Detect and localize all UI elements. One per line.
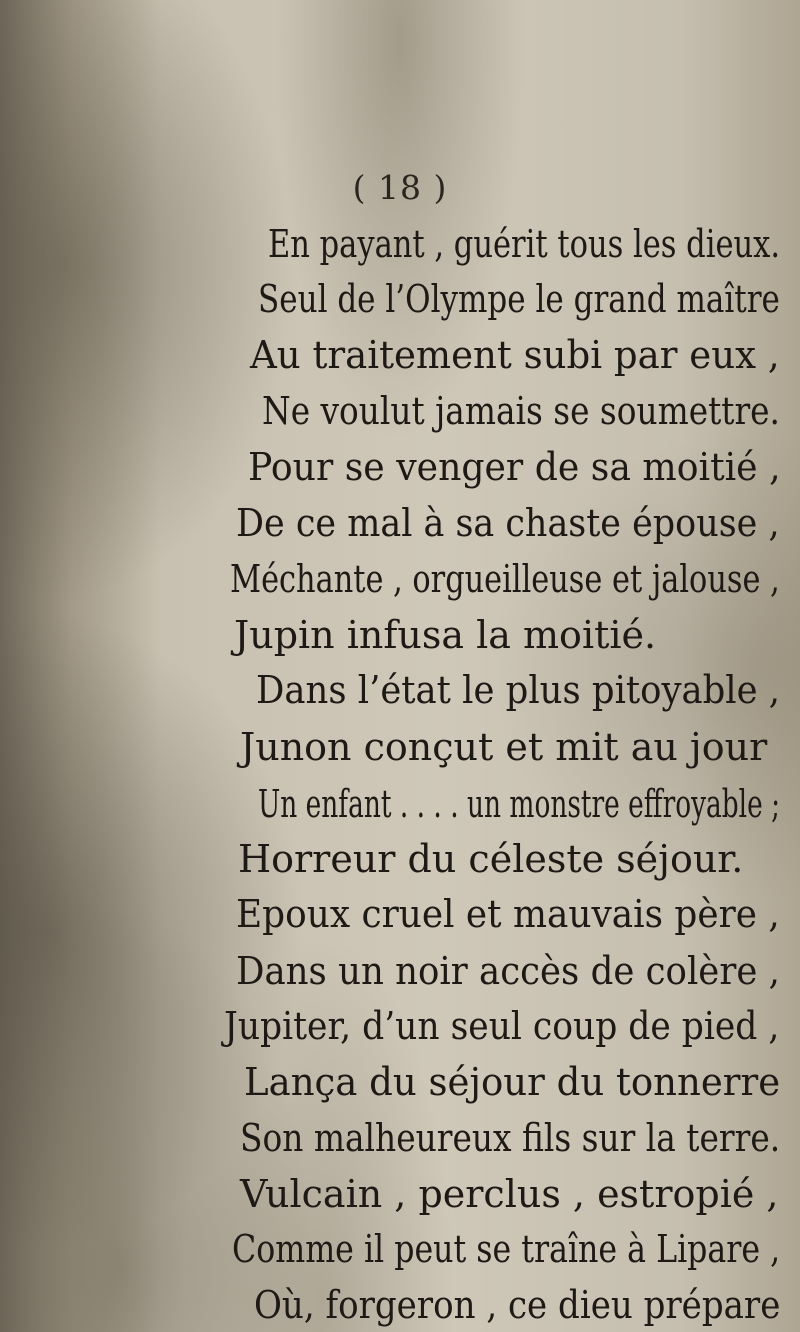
verse-line: Dans un noir accès de colère ,	[236, 949, 780, 993]
verse-line: Où, forgeron , ce dieu prépare	[254, 1283, 781, 1327]
verse-line: Dans l’état le plus pitoyable ,	[256, 668, 781, 712]
verse-line: Pour se venger de sa moitié ,	[248, 445, 781, 489]
verse-line: Lança du séjour du tonnerre	[244, 1060, 781, 1104]
verse-line: Au traitement subi par eux ,	[250, 333, 780, 377]
verse-line: Seul de l’Olympe le grand maître	[258, 277, 780, 321]
verse-line: Comme il peut se traîne à Lipare ,	[232, 1227, 781, 1271]
verse-line: Epoux cruel et mauvais père ,	[236, 892, 780, 936]
verse-line: Jupin infusa la moitié.	[234, 613, 657, 657]
page-number: ( 18 )	[352, 168, 448, 207]
verse-line: Son malheureux fils sur la terre.	[240, 1116, 781, 1160]
verse-line: En payant , guérit tous les dieux.	[268, 222, 781, 266]
verse-line: Un enfant . . . . un monstre effroyable ;	[258, 782, 781, 826]
verse-line: Vulcain , perclus , estropié ,	[240, 1172, 779, 1216]
verse-line: Méchante , orgueilleuse et jalouse ,	[230, 557, 780, 601]
verse-line: Jupiter, d’un seul coup de pied ,	[224, 1004, 780, 1048]
verse-line: De ce mal à sa chaste épouse ,	[236, 501, 780, 545]
verse-line: Ne voulut jamais se soumettre.	[262, 389, 780, 433]
verse-line: Junon conçut et mit au jour	[240, 725, 768, 769]
verse-line: Horreur du céleste séjour.	[238, 837, 744, 881]
